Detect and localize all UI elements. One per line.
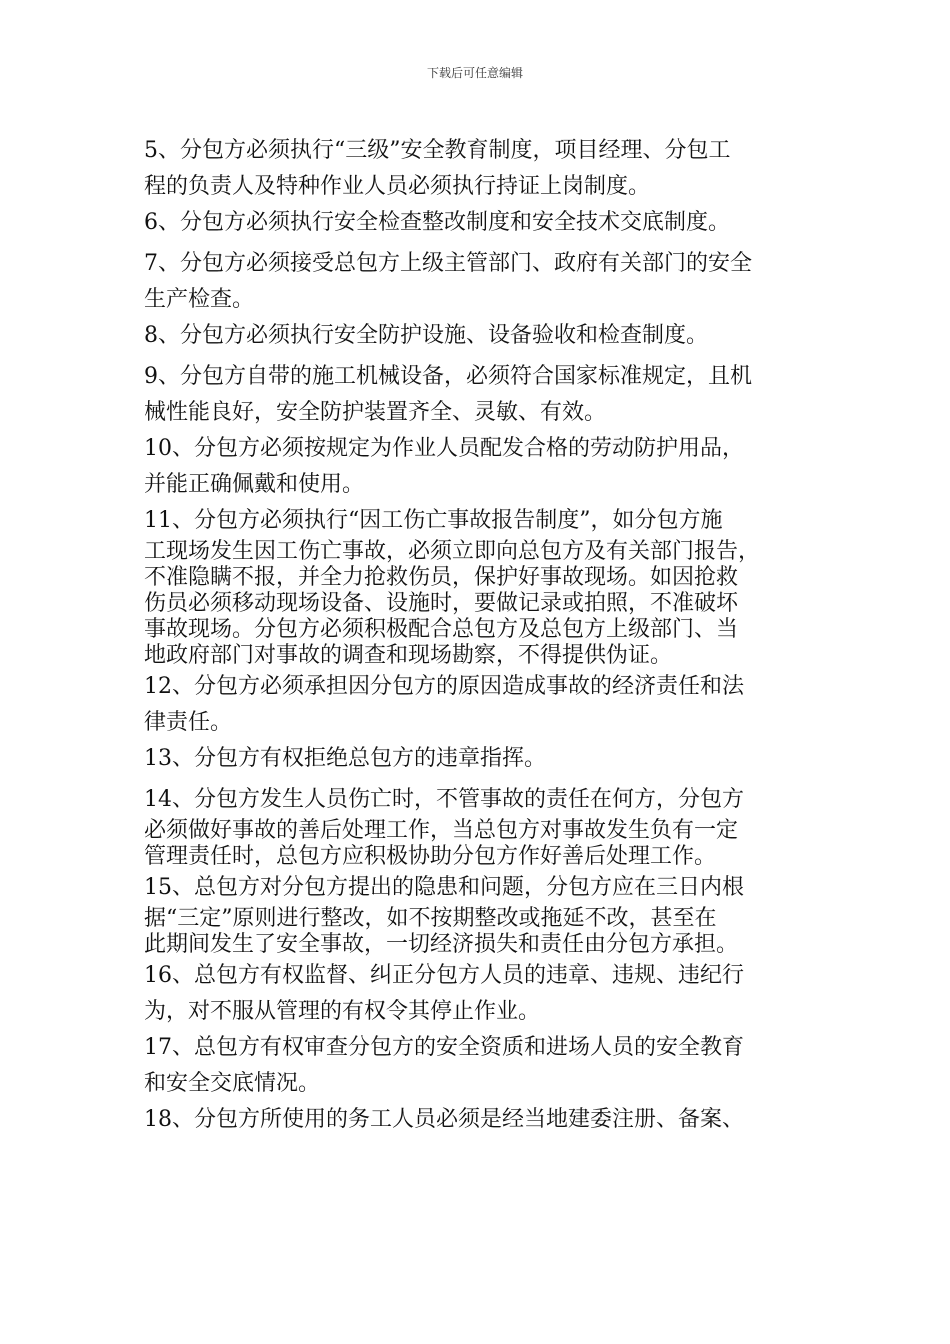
clause-line: 为，对不服从管理的有权令其停止作业。 bbox=[144, 999, 541, 1024]
clause-line: 18、分包方所使用的务工人员必须是经当地建委注册、备案、 bbox=[144, 1107, 744, 1132]
clause-8 bbox=[144, 318, 808, 354]
clause-line: 7、分包方必须接受总包方上级主管部门、政府有关部门的安全 bbox=[144, 251, 752, 276]
clause-line: 5、分包方必须执行“三级”安全教育制度，项目经理、分包工 bbox=[144, 138, 731, 163]
clause-line: 管理责任时，总包方应积极协助分包方作好善后处理工作。 bbox=[144, 844, 717, 869]
clause-line: 律责任。 bbox=[144, 710, 233, 735]
clause-line: 12、分包方必须承担因分包方的原因造成事故的经济责任和法 bbox=[144, 674, 744, 699]
clause-line: 生产检查。 bbox=[144, 287, 255, 312]
clause-line: 16、总包方有权监督、纠正分包方人员的违章、违规、违纪行 bbox=[144, 963, 744, 988]
clause-10 bbox=[144, 431, 808, 503]
clause-line: 必须做好事故的善后处理工作，当总包方对事故发生负有一定 bbox=[144, 818, 739, 843]
clause-line: 工现场发生因工伤亡事故，必须立即向总包方及有关部门报告， bbox=[144, 539, 761, 564]
clause-14 bbox=[144, 782, 808, 870]
clause-line: 6、分包方必须执行安全检查整改制度和安全技术交底制度。 bbox=[144, 210, 730, 235]
clause-line: 事故现场。分包方必须积极配合总包方及总包方上级部门、当 bbox=[144, 617, 739, 642]
clause-line: 伤员必须移动现场设备、设施时，要做记录或拍照，不准破坏 bbox=[144, 591, 739, 616]
clause-line: 此期间发生了安全事故，一切经济损失和责任由分包方承担。 bbox=[144, 932, 739, 957]
clause-line: 地政府部门对事故的调查和现场勘察，不得提供伪证。 bbox=[144, 643, 673, 668]
clause-line: 并能正确佩戴和使用。 bbox=[144, 472, 365, 497]
clause-line: 械性能良好，安全防护装置齐全、灵敏、有效。 bbox=[144, 400, 607, 425]
clause-line: 10、分包方必须按规定为作业人员配发合格的劳动防护用品， bbox=[144, 436, 744, 461]
clause-7 bbox=[144, 246, 808, 318]
clause-line: 不准隐瞒不报，并全力抢救伤员，保护好事故现场。如因抢救 bbox=[144, 565, 739, 590]
clause-line: 9、分包方自带的施工机械设备，必须符合国家标准规定，且机 bbox=[144, 364, 752, 389]
clause-line: 8、分包方必须执行安全防护设施、设备验收和检查制度。 bbox=[144, 323, 708, 348]
clause-line: 17、总包方有权审查分包方的安全资质和进场人员的安全教育 bbox=[144, 1035, 744, 1060]
clause-line: 11、分包方必须执行“因工伤亡事故报告制度”，如分包方施 bbox=[144, 508, 723, 533]
clause-line: 和安全交底情况。 bbox=[144, 1071, 321, 1096]
clause-18 bbox=[144, 1102, 808, 1138]
clause-5 bbox=[144, 133, 808, 205]
clause-12 bbox=[144, 669, 808, 741]
document-body bbox=[144, 133, 808, 1138]
clause-line: 14、分包方发生人员伤亡时，不管事故的责任在何方，分包方 bbox=[144, 787, 744, 812]
clause-line: 程的负责人及特种作业人员必须执行持证上岗制度。 bbox=[144, 174, 651, 199]
clause-13 bbox=[144, 741, 808, 777]
clause-line: 据“三定”原则进行整改，如不按期整改或拖延不改，甚至在 bbox=[144, 906, 717, 931]
clause-6 bbox=[144, 205, 808, 241]
clause-line: 13、分包方有权拒绝总包方的违章指挥。 bbox=[144, 746, 546, 771]
clause-16 bbox=[144, 958, 808, 1030]
clause-17 bbox=[144, 1030, 808, 1102]
clause-line: 15、总包方对分包方提出的隐患和问题，分包方应在三日内根 bbox=[144, 875, 744, 900]
page-header-note: 下载后可任意编辑 bbox=[426, 66, 523, 80]
clause-11 bbox=[144, 503, 808, 669]
clause-15 bbox=[144, 870, 808, 958]
clause-9 bbox=[144, 359, 808, 431]
